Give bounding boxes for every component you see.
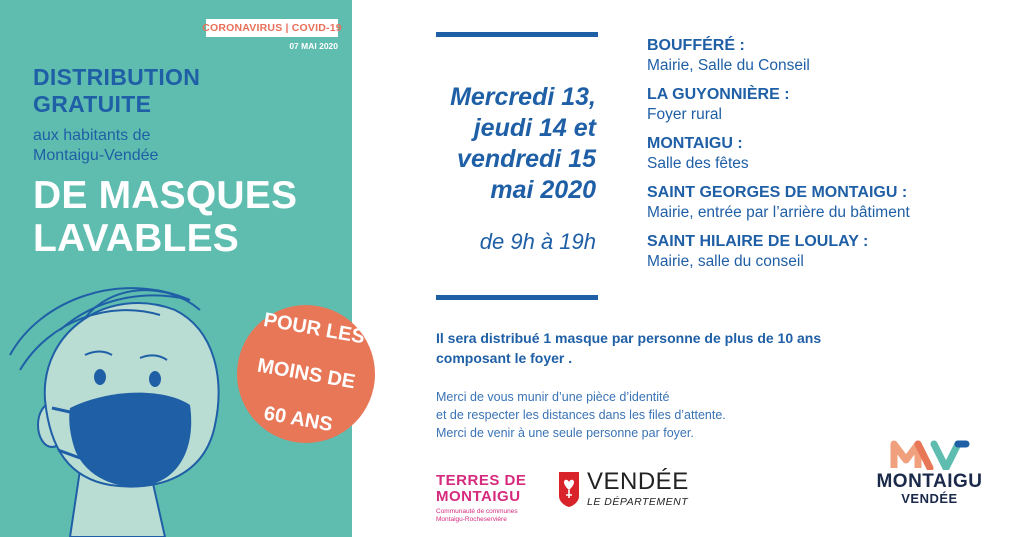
location-place: Salle des fêtes bbox=[647, 155, 749, 172]
tdm-sub-line-2: Montaigu-Rocheservière bbox=[436, 516, 507, 523]
montaigu-monogram-icon bbox=[890, 438, 970, 470]
subtitle-line-2: Montaigu-Vendée bbox=[33, 147, 159, 164]
covid-tag-label: CORONAVIRUS | COVID-19 bbox=[202, 22, 342, 34]
location-place: Mairie, entrée par l’arrière du bâtiment bbox=[647, 204, 910, 221]
date-line-3: vendredi 15 bbox=[457, 145, 596, 173]
tdm-line-1: TERRES DE bbox=[436, 472, 527, 489]
distribution-title bbox=[33, 64, 200, 118]
date-line-4: mai 2020 bbox=[490, 176, 596, 204]
top-divider bbox=[436, 32, 598, 37]
tdm-sub-line-1: Communauté de communes bbox=[436, 508, 518, 515]
vendee-name: VENDÉE bbox=[587, 468, 689, 495]
location-item bbox=[647, 36, 1017, 76]
audience-subtitle bbox=[33, 126, 158, 166]
opening-hours: de 9h à 19h bbox=[479, 229, 596, 254]
distribution-rule bbox=[436, 328, 996, 368]
publication-date: 07 MAI 2020 bbox=[289, 41, 338, 51]
montaigu-sub: VENDÉE bbox=[901, 491, 958, 506]
instruction-line-1: Merci de vous munir d’une pièce d’identité bbox=[436, 390, 670, 404]
covid-tag bbox=[202, 19, 342, 37]
instruction-line-2: et de respecter les distances dans les files d’attente. bbox=[436, 408, 726, 422]
instruction-line-3: Merci de venir à une seule personne par foyer. bbox=[436, 426, 694, 440]
location-item bbox=[647, 232, 1017, 272]
vendee-heart-icon bbox=[557, 470, 581, 508]
left-panel bbox=[0, 0, 352, 537]
date-line-1: Mercredi 13, bbox=[450, 83, 596, 111]
locations-list bbox=[647, 36, 1017, 281]
vendee-departement-logo bbox=[557, 470, 689, 508]
location-item bbox=[647, 85, 1017, 125]
badge-line-3: 60 ANS bbox=[262, 401, 335, 436]
title-line-2: GRATUITE bbox=[33, 91, 152, 117]
headline-line-1: DE MASQUES bbox=[33, 174, 298, 217]
location-item bbox=[647, 134, 1017, 174]
location-name: SAINT GEORGES DE MONTAIGU : bbox=[647, 184, 908, 201]
bottom-divider bbox=[436, 295, 598, 300]
location-place: Mairie, Salle du Conseil bbox=[647, 57, 810, 74]
location-name: BOUFFÉRÉ : bbox=[647, 37, 745, 54]
masks-headline bbox=[33, 174, 297, 260]
location-item bbox=[647, 183, 1017, 223]
distribution-dates bbox=[450, 82, 596, 206]
title-line-1: DISTRIBUTION bbox=[33, 64, 201, 90]
badge-line-2: MOINS DE bbox=[255, 354, 357, 393]
terres-de-montaigu-logo bbox=[436, 473, 526, 524]
location-name: MONTAIGU : bbox=[647, 135, 743, 152]
subtitle-line-1: aux habitants de bbox=[33, 127, 151, 144]
vendee-dept: LE DÉPARTEMENT bbox=[587, 496, 689, 508]
instructions bbox=[436, 388, 726, 442]
rule-line-2: composant le foyer . bbox=[436, 350, 573, 366]
badge-line-1: POUR LES bbox=[261, 308, 367, 348]
headline-line-2: LAVABLES bbox=[33, 217, 239, 260]
location-place: Mairie, salle du conseil bbox=[647, 253, 804, 270]
location-name: SAINT HILAIRE DE LOULAY : bbox=[647, 233, 869, 250]
rule-line-1: Il sera distribué 1 masque par personne de plus de 10 ans bbox=[436, 330, 822, 346]
montaigu-name: MONTAIGU bbox=[876, 471, 983, 492]
date-line-2: jeudi 14 et bbox=[473, 114, 596, 142]
tdm-subtitle bbox=[436, 508, 526, 524]
tdm-line-2: MONTAIGU bbox=[436, 488, 521, 505]
location-name: LA GUYONNIÈRE : bbox=[647, 86, 790, 103]
age-badge bbox=[237, 305, 375, 443]
montaigu-vendee-logo bbox=[862, 438, 997, 506]
location-place: Foyer rural bbox=[647, 106, 722, 123]
